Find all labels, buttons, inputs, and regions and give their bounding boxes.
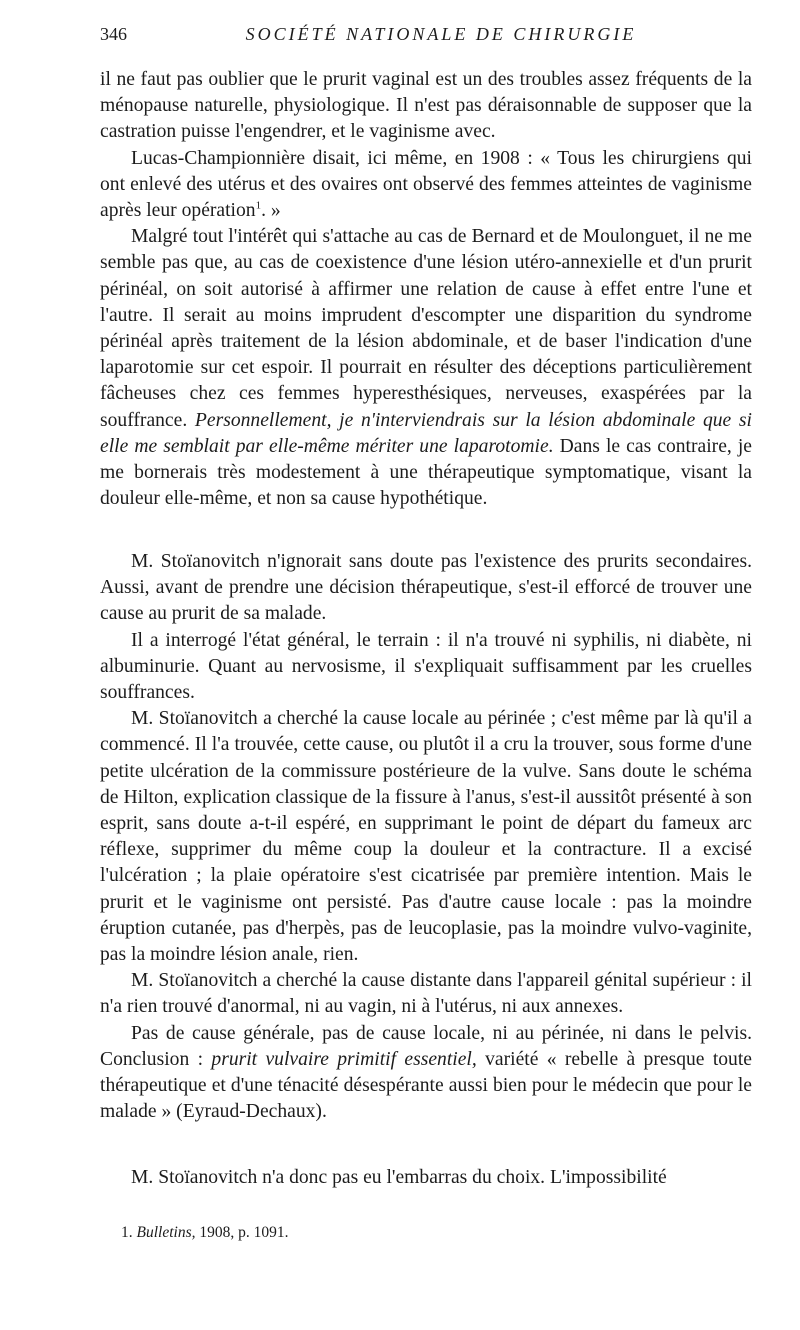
- paragraph-etat-general: Il a interrogé l'état général, le terrain : il n'a trouvé ni syphilis, ni diabète, ni albuminurie. Quant au nervosisme, il s'expliquait suffisamment par les cruelles souffrances.: [100, 629, 752, 704]
- paragraph-lucas-championniere: [100, 146, 752, 225]
- running-title: SOCIÉTÉ NATIONALE DE CHIRURGIE: [245, 24, 637, 44]
- quote-text: Lucas-Championnière disait, ici même, en 1908 : « Tous les chirurgiens qui ont enlevé des utérus et des ovaires ont observé des femmes atteintes de vaginisme après leur opération: [100, 147, 752, 222]
- paragraph-conclusion: [100, 1021, 752, 1126]
- paragraph-embarras-du-choix: M. Stoïanovitch n'a donc pas eu l'embarras du choix. L'impossibilité: [131, 1167, 667, 1188]
- section-1: [100, 67, 752, 512]
- quote-end: . »: [261, 200, 281, 222]
- paragraph-cause-locale: M. Stoïanovitch a cherché la cause locale au périnée ; c'est même par là qu'il a commencé. Il l'a trouvée, cette cause, ou plutôt il a cru la trouver, sous forme d'une petite ulcération de la commissure postérieure de la vulve. Sans doute le schéma de Hilton, explication classique de la fissure à l'anus, s'est-il aussitôt présenté à son esprit, sans doute a-t-il espéré, en supprimant le point de départ du fameux arc réflexe, supprimer du même coup la douleur et la contracture. Il a excisé l'ulcération ; la plaie opératoire s'est cicatrisée par première intention. Mais le prurit et le vaginisme ont persisté. Pas d'autre cause locale : pas la moindre éruption cutanée, pas d'herpès, pas de leucoplasie, pas la moindre vulvo-vaginite, pas la moindre lésion anale, rien.: [100, 708, 752, 966]
- page-header: [100, 24, 752, 48]
- paragraph-text: Pas de cause générale, pas de cause locale, ni au périnée, ni dans le pelvis. Conclusion :: [100, 1022, 752, 1070]
- footnote-reference: 1908, p. 1091.: [199, 1224, 289, 1241]
- footnote: [121, 1223, 288, 1243]
- footnote-ref[interactable]: 1: [255, 199, 262, 212]
- page-number: 346: [100, 24, 127, 44]
- paragraph-text-end: variété « rebelle à presque toute thérapeutique et d'une ténacité désespérante aussi bien pour le médecin que pour le malade » (Eyraud-Dechaux).: [100, 1048, 752, 1123]
- footnote-marker: 1.: [121, 1224, 133, 1241]
- paragraph-menopause: il ne faut pas oublier que le prurit vaginal est un des troubles assez fréquents de la ménopause naturelle, physiologique. Il n'est pas déraisonnable de supposer que la castration puisse l'engendrer, et le vaginisme avec.: [100, 69, 752, 143]
- paragraph-cause-distante: M. Stoïanovitch a cherché la cause distante dans l'appareil génital supérieur : il n'a rien trouvé d'anormal, ni au vagin, ni à l'utérus, ni aux annexes.: [100, 970, 752, 1018]
- paragraph-emphasis: prurit vulvaire primitif essentiel,: [211, 1048, 477, 1070]
- paragraph-text-end: Dans le cas contraire, je me bornerais très modestement à une thérapeutique symptomatique, visant la douleur elle-même, et non sa cause hypothétique.: [100, 435, 752, 510]
- paragraph-bernard-moulonguet: [100, 224, 752, 512]
- paragraph-text: Malgré tout l'intérêt qui s'attache au cas de Bernard et de Moulonguet, il ne me semble pas que, au cas de coexistence d'une lésion utéro-annexielle et d'un prurit périnéal, on soit autorisé à affirmer une relation de cause à effet entre l'une et l'autre. Il serait au moins imprudent d'escompter une disparition du syndrome périnéal après traitement de la lésion abdominale, et de baser l'indication d'une laparotomie sur cet espoir. Il pourrait en résulter des déceptions particulièrement fâcheuses chez ces femmes hyperesthésiques, nerveuses, exaspérées par la souffrance.: [100, 226, 752, 431]
- section-3: [100, 1165, 752, 1191]
- paragraph-emphasis: Personnellement, je n'interviendrais sur la lésion abdominale que si elle me semblait par elle-même mériter une laparotomie.: [100, 409, 752, 457]
- section-2: [100, 549, 752, 1125]
- paragraph-prurits-secondaires: M. Stoïanovitch n'ignorait sans doute pas l'existence des prurits secondaires. Aussi, avant de prendre une décision thérapeutique, s'est-il efforcé de trouver une cause au prurit de sa malade.: [100, 551, 752, 625]
- footnote-source: Bulletins,: [136, 1224, 196, 1241]
